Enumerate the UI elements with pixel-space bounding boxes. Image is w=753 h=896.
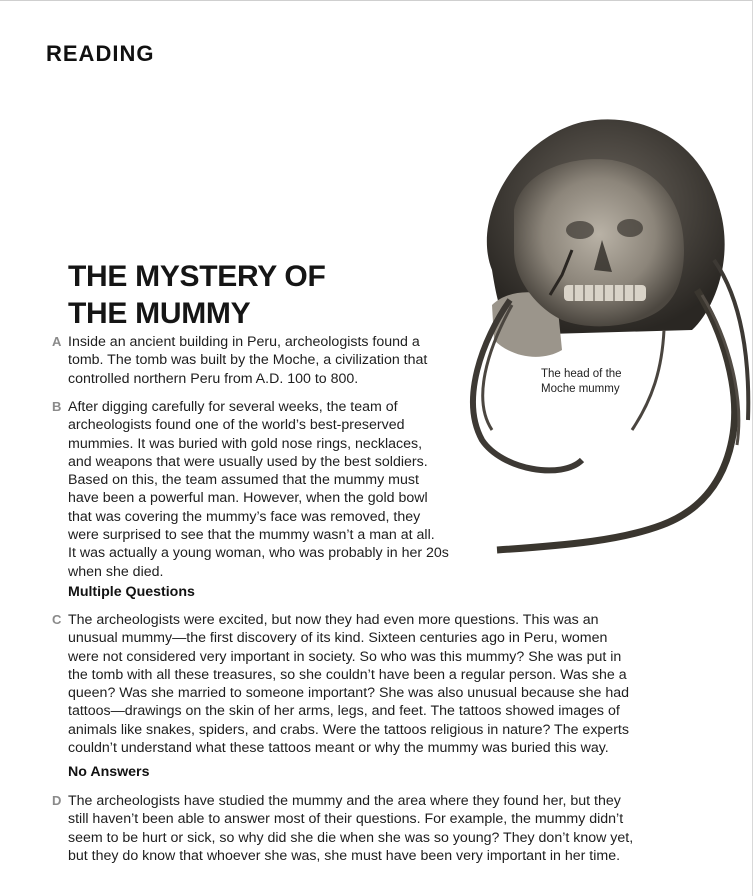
text-line: that was covering the mummy’s face was removed, they (68, 508, 421, 525)
text-line: couldn’t understand what these tattoos meant or why the mummy was buried this way. (68, 740, 609, 757)
text-line: and weapons that were usually used by the best soldiers. (68, 453, 428, 470)
article-title (68, 258, 368, 332)
text-line: the tomb with all these treasures, so she couldn’t have been a regular person. Was she a (68, 666, 627, 683)
text-line: controlled northern Peru from A.D. 100 to 800. (68, 370, 359, 387)
subhead-multiple-questions: Multiple Questions (68, 584, 195, 600)
paragraph-a (52, 333, 428, 388)
text-line: were surprised to see that the mummy wasn’t a man at all. (68, 527, 435, 544)
photo-caption (541, 367, 651, 397)
text-line: The archeologists have studied the mummy and the area where they found her, but they (68, 793, 621, 809)
text-line: queen? Was she married to someone important? She was also unusual because she had (68, 685, 630, 702)
section-label: READING (46, 41, 155, 66)
paragraph-letter: D (52, 793, 62, 808)
caption-line: Moche mummy (541, 383, 620, 395)
text-line: seem to be hurt or sick, so why did she die when she was so young? They don’t know yet, (68, 829, 634, 846)
subhead-no-answers: No Answers (68, 764, 150, 780)
paragraph-letter: A (52, 334, 62, 349)
paragraph-letter: B (52, 399, 62, 414)
text-line: It was actually a young woman, who was probably in her 20s (68, 545, 449, 562)
paragraph-c (52, 611, 630, 757)
text-line: unusual mummy—the first discovery of its kind. Sixteen centuries ago in Peru, women (68, 630, 608, 647)
paragraph-d (52, 792, 634, 865)
paragraph-b (52, 398, 449, 581)
mummy-head-photo (452, 100, 752, 560)
text-line: The archeologists were excited, but now they had even more questions. This was an (68, 612, 599, 628)
text-line: After digging carefully for several weeks, the team of (68, 399, 398, 415)
text-line: tattoos—drawings on the skin of her arms, legs, and feet. The tattoos showed images of (68, 703, 620, 720)
text-line: were not considered very important in society. So who was this mummy? She was put in (68, 648, 622, 665)
text-line: archeologists found one of the world’s best-preserved (68, 417, 405, 434)
title-line: THE MUMMY (68, 297, 251, 330)
text-line: animals like snakes, spiders, and crabs. Were the tattoos religious in nature? The experts (68, 721, 629, 738)
text-line: but they do know that whoever she was, she must have been very important in her time. (68, 847, 621, 864)
caption-line: The head of the (541, 368, 622, 380)
text-line: have been a powerful man. However, when the gold bowl (68, 490, 428, 507)
title-line: THE MYSTERY OF (68, 260, 326, 293)
text-line: Inside an ancient building in Peru, archeologists found a (68, 334, 420, 350)
text-line: when she died. (68, 563, 164, 580)
text-line: mummies. It was buried with gold nose rings, necklaces, (68, 435, 423, 452)
page-border-top (0, 0, 753, 1)
text-line: still haven’t been able to answer most of their questions. For example, the mummy didn’t (68, 811, 624, 828)
text-line: tomb. The tomb was built by the Moche, a civilization that (68, 352, 428, 369)
paragraph-letter: C (52, 612, 62, 627)
text-line: Based on this, the team assumed that the mummy must (68, 472, 419, 489)
